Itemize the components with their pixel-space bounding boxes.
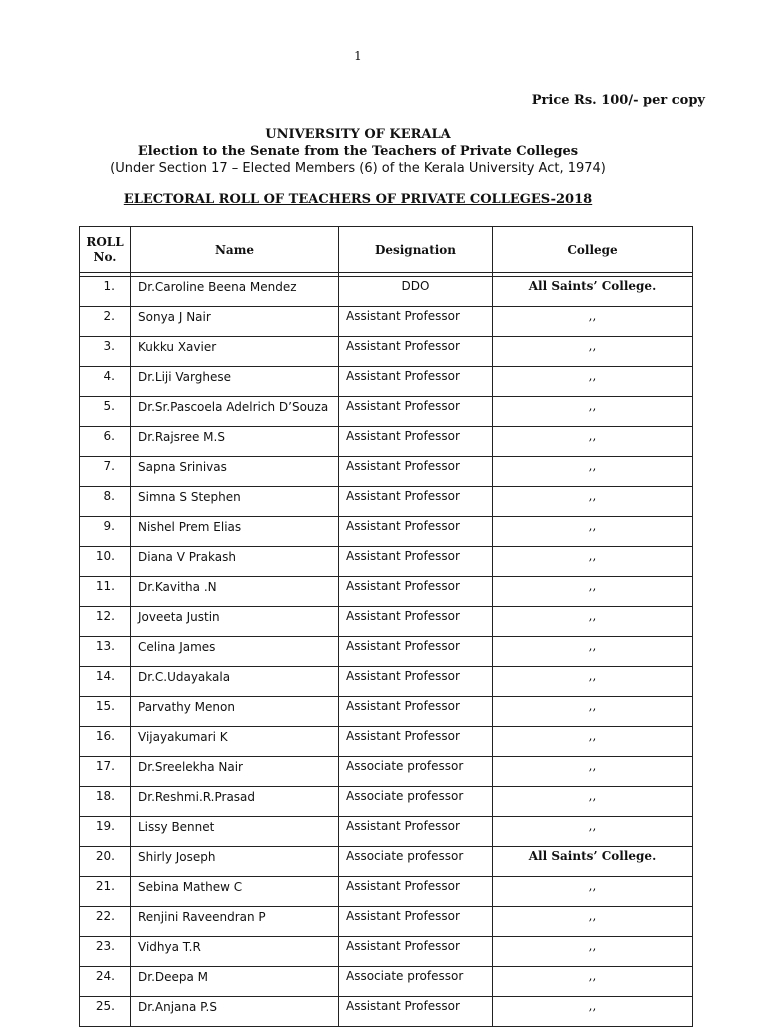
designation: Assistant Professor (339, 427, 493, 457)
college: ,, (493, 577, 693, 607)
college: ,, (493, 367, 693, 397)
teacher-name: Dr.C.Udayakala (131, 667, 339, 697)
header-roll-no (80, 227, 131, 273)
teacher-name: Kukku Xavier (131, 337, 339, 367)
teacher-name: Celina James (131, 637, 339, 667)
table-row (80, 637, 693, 667)
roll-number: 9. (80, 517, 131, 547)
college: ,, (493, 997, 693, 1027)
table-row (80, 457, 693, 487)
teacher-name: Shirly Joseph (131, 847, 339, 877)
college: All Saints’ College. (493, 847, 693, 877)
college: ,, (493, 457, 693, 487)
roll-number: 16. (80, 727, 131, 757)
header-designation: Designation (339, 227, 493, 273)
teacher-name: Diana V Prakash (131, 547, 339, 577)
electoral-roll-title (0, 192, 716, 207)
table-row (80, 367, 693, 397)
designation: Assistant Professor (339, 547, 493, 577)
table-row (80, 547, 693, 577)
table-row (80, 397, 693, 427)
teacher-name: Dr.Reshmi.R.Prasad (131, 787, 339, 817)
table-row (80, 307, 693, 337)
roll-number: 22. (80, 907, 131, 937)
table-row (80, 997, 693, 1027)
college: ,, (493, 487, 693, 517)
table-row (80, 577, 693, 607)
roll-number: 11. (80, 577, 131, 607)
teacher-name: Dr.Sreelekha Nair (131, 757, 339, 787)
header-name: Name (131, 227, 339, 273)
price-label: Price Rs. 100/- per copy (531, 93, 705, 108)
roll-number: 24. (80, 967, 131, 997)
designation: Assistant Professor (339, 637, 493, 667)
table-body (80, 273, 693, 1027)
designation: Assistant Professor (339, 487, 493, 517)
designation: Assistant Professor (339, 877, 493, 907)
table-row (80, 847, 693, 877)
teacher-name: Simna S Stephen (131, 487, 339, 517)
designation: Associate professor (339, 847, 493, 877)
table-row (80, 667, 693, 697)
roll-number: 20. (80, 847, 131, 877)
election-title: Election to the Senate from the Teachers of Private Colleges (137, 144, 579, 159)
designation: Assistant Professor (339, 517, 493, 547)
section-subtitle: (Under Section 17 – Elected Members (6) of the Kerala University Act, 1974) (110, 161, 606, 176)
designation: Assistant Professor (339, 667, 493, 697)
table-row (80, 697, 693, 727)
table-row (80, 727, 693, 757)
college: ,, (493, 877, 693, 907)
college: ,, (493, 427, 693, 457)
designation: Assistant Professor (339, 577, 493, 607)
teacher-name: Dr.Caroline Beena Mendez (131, 277, 339, 307)
college: ,, (493, 727, 693, 757)
document-header (0, 126, 716, 177)
designation: Assistant Professor (339, 337, 493, 367)
designation: Assistant Professor (339, 697, 493, 727)
college: ,, (493, 547, 693, 577)
roll-number: 25. (80, 997, 131, 1027)
designation: Assistant Professor (339, 937, 493, 967)
college: ,, (493, 667, 693, 697)
table-row (80, 877, 693, 907)
roll-number: 1. (80, 277, 131, 307)
table-row (80, 487, 693, 517)
roll-number: 3. (80, 337, 131, 367)
roll-number: 17. (80, 757, 131, 787)
table-row (80, 757, 693, 787)
college: ,, (493, 607, 693, 637)
header-roll-line2: No. (93, 249, 117, 264)
electoral-roll-table (79, 226, 693, 1027)
teacher-name: Vijayakumari K (131, 727, 339, 757)
college: ,, (493, 397, 693, 427)
table-row (80, 337, 693, 367)
college: ,, (493, 967, 693, 997)
college: ,, (493, 817, 693, 847)
teacher-name: Parvathy Menon (131, 697, 339, 727)
roll-number: 15. (80, 697, 131, 727)
table-row (80, 517, 693, 547)
page-number: 1 (354, 49, 362, 63)
roll-number: 6. (80, 427, 131, 457)
teacher-name: Lissy Bennet (131, 817, 339, 847)
teacher-name: Dr.Kavitha .N (131, 577, 339, 607)
designation: Associate professor (339, 757, 493, 787)
designation: DDO (339, 277, 493, 307)
roll-number: 21. (80, 877, 131, 907)
roll-number: 5. (80, 397, 131, 427)
teacher-name: Sapna Srinivas (131, 457, 339, 487)
designation: Assistant Professor (339, 367, 493, 397)
teacher-name: Vidhya T.R (131, 937, 339, 967)
designation: Assistant Professor (339, 307, 493, 337)
table-row (80, 937, 693, 967)
designation: Associate professor (339, 967, 493, 997)
designation: Assistant Professor (339, 457, 493, 487)
designation: Assistant Professor (339, 997, 493, 1027)
teacher-name: Joveeta Justin (131, 607, 339, 637)
table-row (80, 907, 693, 937)
college: ,, (493, 637, 693, 667)
teacher-name: Renjini Raveendran P (131, 907, 339, 937)
teacher-name: Sebina Mathew C (131, 877, 339, 907)
designation: Associate professor (339, 787, 493, 817)
designation: Assistant Professor (339, 817, 493, 847)
designation: Assistant Professor (339, 607, 493, 637)
teacher-name: Sonya J Nair (131, 307, 339, 337)
header-roll-line1: ROLL (86, 234, 124, 249)
college: ,, (493, 517, 693, 547)
roll-number: 13. (80, 637, 131, 667)
roll-number: 14. (80, 667, 131, 697)
college: ,, (493, 787, 693, 817)
table-row (80, 427, 693, 457)
college: ,, (493, 337, 693, 367)
college: ,, (493, 907, 693, 937)
teacher-name: Dr.Deepa M (131, 967, 339, 997)
table-header-row (80, 227, 693, 273)
teacher-name: Dr.Rajsree M.S (131, 427, 339, 457)
roll-number: 7. (80, 457, 131, 487)
roll-number: 23. (80, 937, 131, 967)
roll-number: 12. (80, 607, 131, 637)
roll-number: 2. (80, 307, 131, 337)
table-row (80, 607, 693, 637)
roll-number: 18. (80, 787, 131, 817)
teacher-name: Dr.Anjana P.S (131, 997, 339, 1027)
header-college: College (493, 227, 693, 273)
college: ,, (493, 757, 693, 787)
college: ,, (493, 307, 693, 337)
designation: Assistant Professor (339, 727, 493, 757)
college: ,, (493, 697, 693, 727)
teacher-name: Dr.Liji Varghese (131, 367, 339, 397)
table-row (80, 277, 693, 307)
college: All Saints’ College. (493, 277, 693, 307)
table-row (80, 817, 693, 847)
designation: Assistant Professor (339, 907, 493, 937)
roll-number: 4. (80, 367, 131, 397)
college: ,, (493, 937, 693, 967)
table-row (80, 787, 693, 817)
teacher-name: Nishel Prem Elias (131, 517, 339, 547)
electoral-roll-title-text: ELECTORAL ROLL OF TEACHERS OF PRIVATE COLLEGES-2018 (123, 192, 593, 207)
roll-number: 19. (80, 817, 131, 847)
teacher-name: Dr.Sr.Pascoela Adelrich D’Souza (131, 397, 339, 427)
university-title: UNIVERSITY OF KERALA (265, 127, 451, 142)
designation: Assistant Professor (339, 397, 493, 427)
table-row (80, 967, 693, 997)
roll-number: 10. (80, 547, 131, 577)
roll-number: 8. (80, 487, 131, 517)
